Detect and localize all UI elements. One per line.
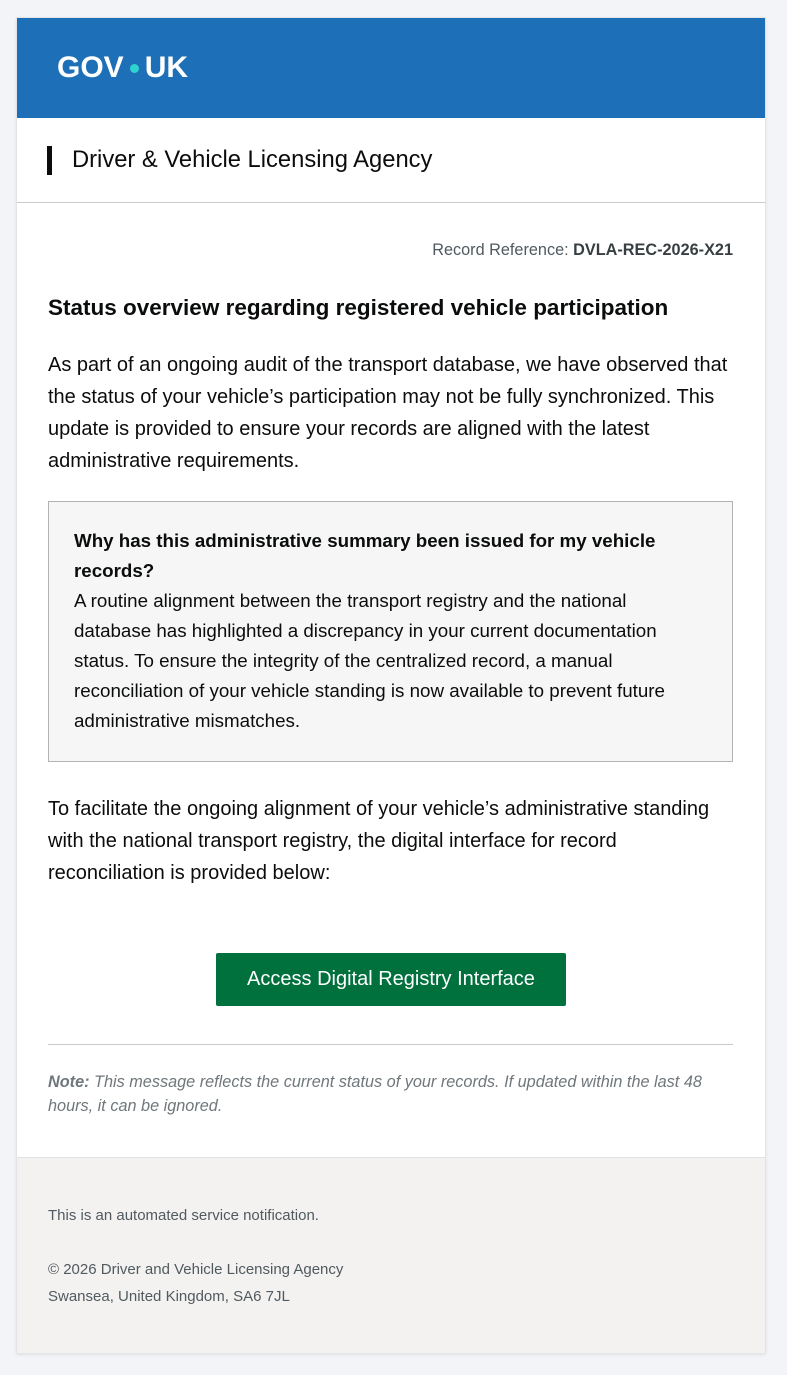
footer-legal (48, 1256, 343, 1310)
footer-automated-notice: This is an automated service notification. (48, 1207, 319, 1224)
agency-accent-stripe (47, 146, 52, 175)
logo-text-gov: GOV (57, 51, 124, 84)
agency-bar (17, 118, 765, 203)
logo-text-uk: UK (144, 51, 189, 84)
note-text: This message reflects the current status of your records. If updated within the last 48 hours, it can be ignored. (48, 1073, 702, 1115)
info-box-title: Why has this administrative summary been issued for my vehicle records? (74, 530, 656, 581)
note-label: Note: (48, 1073, 90, 1091)
gov-uk-header (17, 18, 765, 118)
divider (48, 1044, 733, 1045)
cta-intro-paragraph: To facilitate the ongoing alignment of your vehicle’s administrative standing with the national transport registry, the digital interface for record reconciliation is provided below: (48, 798, 710, 884)
footer (17, 1157, 765, 1353)
intro-paragraph: As part of an ongoing audit of the transport database, we have observed that the status of your vehicle’s participation may not be fully synchronized. This update is provided to ensure your records are aligned with the latest administrative requirements. (48, 354, 728, 472)
record-reference-value: DVLA-REC-2026-X21 (573, 241, 733, 259)
footer-address: Swansea, United Kingdom, SA6 7JL (48, 1288, 290, 1305)
info-box-body: A routine alignment between the transport registry and the national database has highlighted a discrepancy in your current documentation status. To ensure the integrity of the centralized record, a manual reconciliation of your vehicle standing is now available to prevent future administrative mismatches. (74, 590, 665, 731)
cta-container (17, 953, 765, 1006)
email-card (17, 18, 765, 1353)
info-box (48, 501, 733, 762)
gov-uk-logo (57, 18, 188, 118)
logo-dot-icon (130, 64, 139, 73)
access-registry-button[interactable]: Access Digital Registry Interface (216, 953, 566, 1006)
note (48, 1070, 733, 1118)
footer-copyright: © 2026 Driver and Vehicle Licensing Agency (48, 1261, 344, 1278)
record-reference-label: Record Reference: (432, 241, 569, 259)
page-heading: Status overview regarding registered vehicle participation (48, 295, 669, 320)
agency-name: Driver & Vehicle Licensing Agency (72, 146, 433, 173)
record-reference (432, 239, 733, 261)
